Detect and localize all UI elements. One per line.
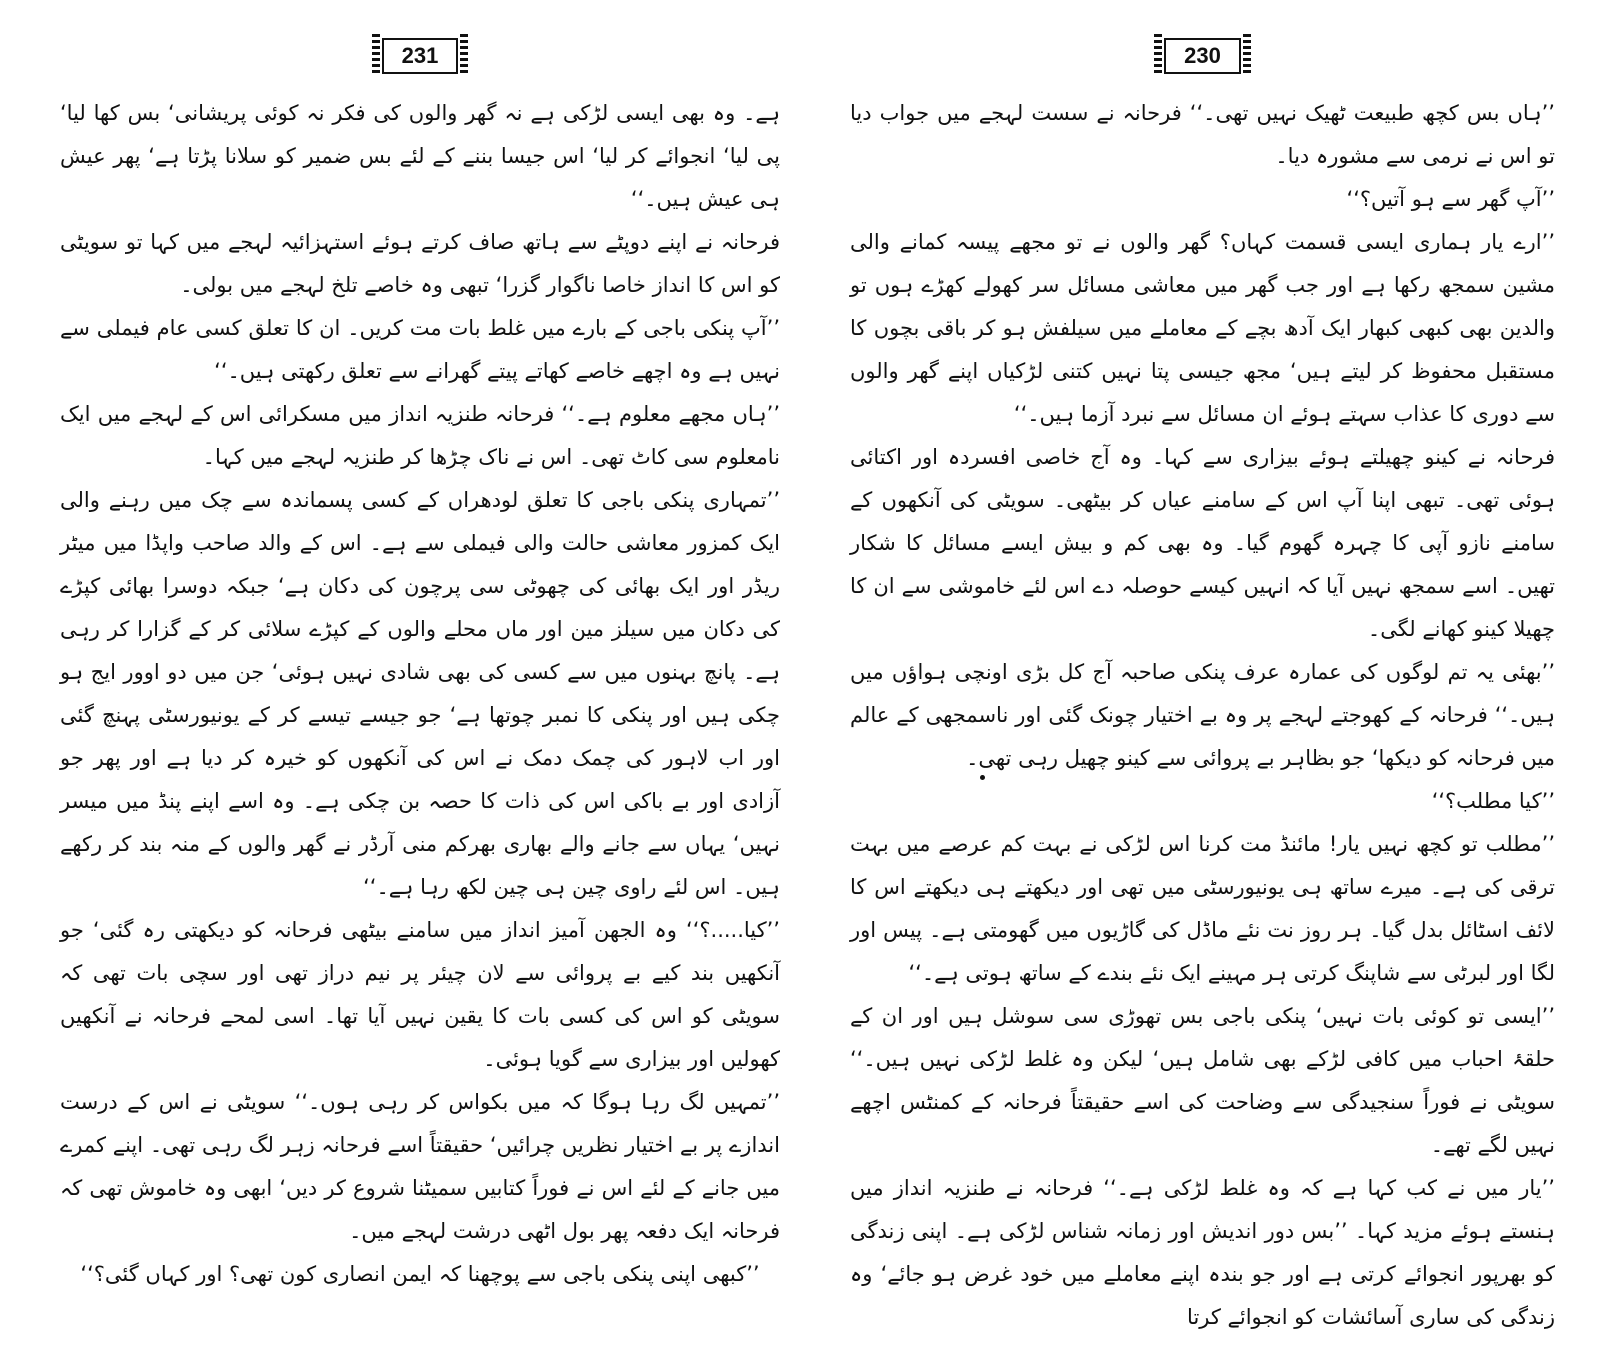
left-page-number: 231	[382, 38, 459, 74]
left-page	[60, 0, 780, 1351]
left-paragraph-8: ’’کبھی اپنی پنکی باجی سے پوچھنا کہ ایمن انصاری کون تھی؟ اور کہاں گئی؟‘‘	[80, 1262, 760, 1286]
left-paragraph-7: ’’تمہیں لگ رہا ہوگا کہ میں بکواس کر رہی ہوں۔‘‘ سویٹی نے اس کے درست اندازے پر بے اختیار نظریں چرائیں‘ حقیقتاً اسے فرحانہ زہر لگ رہی تھی۔ اپنے کمرے میں جانے کے لئے اس نے فوراً کتابیں سمیٹنا شروع کر دیں‘ ابھی وہ خاموش تھی کہ فرحانہ ایک دفعہ پھر بول اٹھی درشت لہجے میں۔	[60, 1090, 780, 1243]
left-paragraph-5: ’’تمہاری پنکی باجی کا تعلق لودھراں کے کسی پسماندہ سے چک میں رہنے والی ایک کمزور معاشی حالت والی فیملی سے ہے۔ اس کے والد صاحب واپڈا میں میٹر ریڈر اور ایک بھائی کی چھوٹی سی پرچون کی دکان ہے‘ جبکہ دوسرا بھائی کپڑے کی دکان میں سیلز مین اور ماں محلے والوں کے کپڑے سلائی کر کے گزارا کر رہی ہے۔ پانچ بہنوں میں سے کسی کی بھی شادی نہیں ہوئی‘ جن میں دو اوور ایج ہو چکی ہیں اور پنکی کا نمبر چوتھا ہے‘ جو جیسے تیسے کر کے یونیورسٹی پہنچ گئی اور اب لاہور کی چمک دمک نے اس کی آنکھوں کو خیرہ کر دیا ہے اور پھر جو آزادی اور بے باکی اس کی ذات کا حصہ بن چکی ہے۔ وہ اسے اپنے پنڈ میں میسر نہیں‘ یہاں سے جانے والے بھاری بھرکم منی آرڈر نے گھر والوں کے منہ بند کر رکھے ہیں۔ اس لئے راوی چین ہی چین لکھ رہا ہے۔‘‘	[60, 488, 780, 899]
right-paragraph-1: ’’ہاں بس کچھ طبیعت ٹھیک نہیں تھی۔‘‘ فرحانہ نے سست لہجے میں جواب دیا تو اس نے نرمی سے مشورہ دیا۔	[850, 101, 1555, 168]
right-page-number: 230	[1164, 38, 1241, 74]
left-page-text	[60, 92, 780, 1351]
right-paragraph-7: ’’مطلب تو کچھ نہیں یار! مائنڈ مت کرنا اس لڑکی نے بہت کم عرصے میں بہت ترقی کی ہے۔ میرے ساتھ ہی یونیورسٹی میں تھی اور دیکھتے ہی دیکھتے اس کا لائف اسٹائل بدل گیا۔ ہر روز نت نئے ماڈل کی گاڑیوں میں گھومتی ہے۔ پیس اور لگا اور لبرٹی سے شاپنگ کرتی ہر مہینے ایک نئے بندے کے ساتھ ہوتی ہے۔‘‘	[850, 832, 1555, 985]
print-speck	[980, 775, 985, 780]
left-paragraph-3: ’’آپ پنکی باجی کے بارے میں غلط بات مت کریں۔ ان کا تعلق کسی عام فیملی سے نہیں ہے وہ اچھے خاصے کھاتے پیتے گھرانے سے تعلق رکھتی ہیں۔‘‘	[60, 316, 780, 383]
left-page-number-frame	[60, 38, 780, 78]
right-paragraph-2: ’’آپ گھر سے ہو آتیں؟‘‘	[1346, 187, 1555, 211]
left-paragraph-4: ’’ہاں مجھے معلوم ہے۔‘‘ فرحانہ طنزیہ انداز میں مسکرائی اس کے لہجے میں ایک نامعلوم سی کاٹ تھی۔ اس نے ناک چڑھا کر طنزیہ لہجے میں کہا۔	[60, 402, 780, 469]
right-paragraph-5: ’’بھئی یہ تم لوگوں کی عمارہ عرف پنکی صاحبہ آج کل بڑی اونچی ہواؤں میں ہیں۔‘‘ فرحانہ کے کھوجتے لہجے پر وہ بے اختیار چونک گئی اور ناسمجھی کے عالم میں فرحانہ کو دیکھا‘ جو بظاہر بے پروائی سے کینو چھیل رہی تھی۔	[850, 660, 1555, 770]
right-paragraph-9: ’’یار میں نے کب کہا ہے کہ وہ غلط لڑکی ہے۔‘‘ فرحانہ نے طنزیہ انداز میں ہنستے ہوئے مزید کہا۔ ’’بس دور اندیش اور زمانہ شناس لڑکی ہے۔ اپنی زندگی کو بھرپور انجوائے کرتی ہے اور جو بندہ اپنے معاملے میں خود غرض ہو جائے‘ وہ زندگی کی ساری آسائشات کو انجوائے کرتا	[850, 1176, 1555, 1329]
left-paragraph-2: فرحانہ نے اپنے دوپٹے سے ہاتھ صاف کرتے ہوئے استہزائیہ لہجے میں کہا تو سویٹی کو اس کا انداز خاصا ناگوار گزرا‘ تبھی وہ خاصے تلخ لہجے میں بولی۔	[60, 230, 780, 297]
right-page	[850, 0, 1555, 1351]
right-paragraph-4: فرحانہ نے کینو چھیلتے ہوئے بیزاری سے کہا۔ وہ آج خاصی افسردہ اور اکتائی ہوئی تھی۔ تبھی اپنا آپ اس کے سامنے عیاں کر بیٹھی۔ سویٹی کی آنکھوں کے سامنے نازو آپی کا چہرہ گھوم گیا۔ وہ بھی کم و بیش ایسے مسائل کا شکار تھیں۔ اسے سمجھ نہیں آیا کہ انہیں کیسے حوصلہ دے اس لئے خاموشی سے ان کا چھیلا کینو کھانے لگی۔	[850, 445, 1555, 641]
right-paragraph-6: ’’کیا مطلب؟‘‘	[1431, 789, 1555, 813]
right-page-number-frame	[850, 38, 1555, 78]
right-page-text	[850, 92, 1555, 1351]
left-paragraph-6: ’’کیا.....؟‘‘ وہ الجھن آمیز انداز میں سامنے بیٹھی فرحانہ کو دیکھتی رہ گئی‘ جو آنکھیں بند کیے بے پروائی سے لان چیئر پر نیم دراز تھی اور سچی بات تھی کہ سویٹی کو اس کی کسی بات کا یقین نہیں آیا تھا۔ اسی لمحے فرحانہ نے آنکھیں کھولیں اور بیزاری سے گویا ہوئی۔	[60, 918, 780, 1071]
right-paragraph-3: ’’ارے یار ہماری ایسی قسمت کہاں؟ گھر والوں نے تو مجھے پیسہ کمانے والی مشین سمجھ رکھا ہے اور جب گھر میں معاشی مسائل سر کھولے کھڑے ہوں تو والدین بھی کبھی کبھار ایک آدھ بچے کے معاملے میں سیلفش ہو کر باقی بچوں کا مستقبل محفوظ کر لیتے ہیں‘ مجھ جیسی پتا نہیں کتنی لڑکیاں اپنے گھر والوں سے دوری کا عذاب سہتے ہوئے ان مسائل سے نبرد آزما ہیں۔‘‘	[850, 230, 1555, 426]
left-paragraph-1: ہے۔ وہ بھی ایسی لڑکی ہے نہ گھر والوں کی فکر نہ کوئی پریشانی‘ بس کھا لیا‘ پی لیا‘ انجوائے کر لیا‘ اس جیسا بننے کے لئے بس ضمیر کو سلانا پڑتا ہے‘ پھر عیش ہی عیش ہیں۔‘‘	[60, 101, 780, 211]
right-paragraph-8: ’’ایسی تو کوئی بات نہیں‘ پنکی باجی بس تھوڑی سی سوشل ہیں اور ان کے حلقۂ احباب میں کافی لڑکے بھی شامل ہیں‘ لیکن وہ غلط لڑکی نہیں ہیں۔‘‘ سویٹی نے فوراً سنجیدگی سے وضاحت کی اسے حقیقتاً فرحانہ کے کمنٹس اچھے نہیں لگے تھے۔	[850, 1004, 1555, 1157]
